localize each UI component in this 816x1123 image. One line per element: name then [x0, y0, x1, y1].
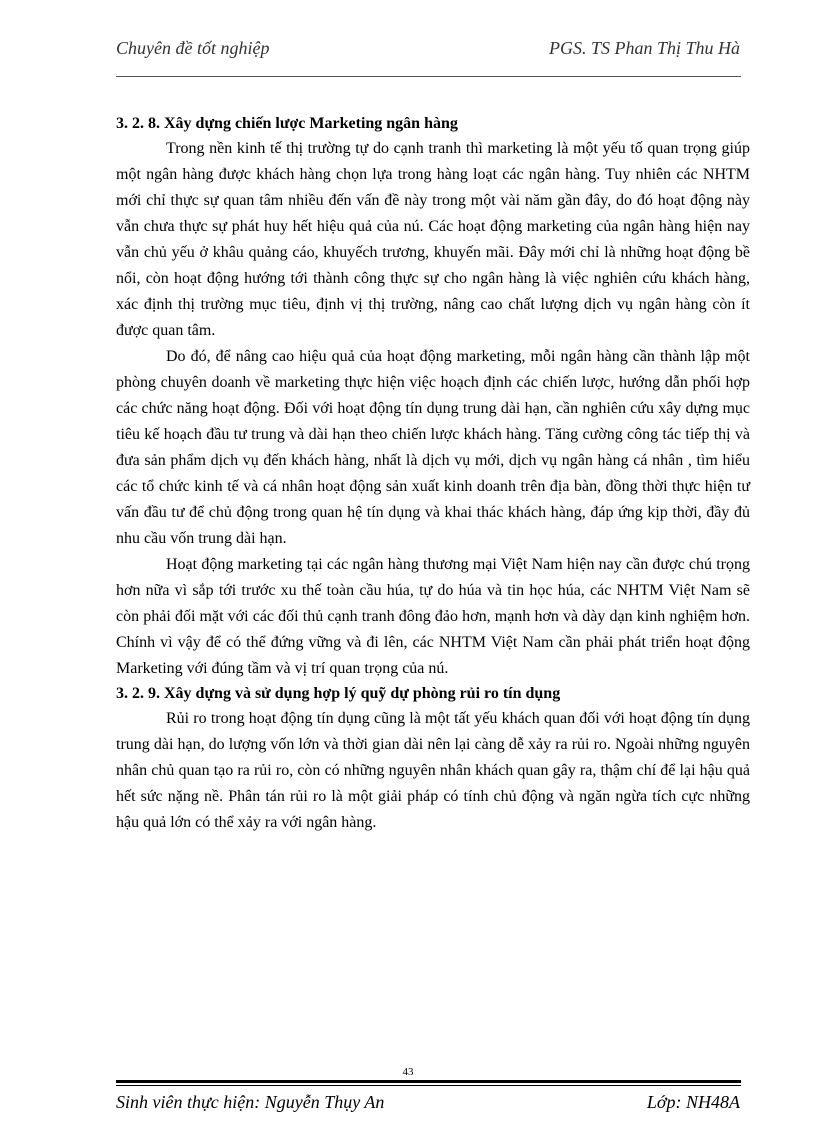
section-heading-3-2-9: 3. 2. 9. Xây dựng và sử dụng hợp lý quỹ dự phòng rủi ro tín dụng: [116, 685, 561, 702]
footer-divider-thin: [116, 1085, 741, 1086]
footer-class: Lớp: NH48A: [646, 1092, 740, 1112]
page-body: [116, 112, 750, 836]
page-footer: [116, 1092, 740, 1118]
paragraph: Trong nền kinh tế thị trường tự do cạnh tranh thì marketing là một yếu tố quan trọng giúp một ngân hàng được khách hàng chọn lựa trong hàng loạt các ngân hàng. Tuy nhiên các NHTM mới chỉ thực sự quan tâm nhiều đến vấn đề này trong một vài năm gần đây, do đó hoạt động này vẫn chưa thực sự phát huy hết hiệu quả của nú. Các hoạt động marketing của ngân hàng hiện nay vẫn chủ yếu ở khâu quảng cáo, khuyếch trương, khuyến mãi. Đây mới chỉ là những hoạt động bề nổi, còn hoạt động hướng tới thành công thực sự cho ngân hàng là việc nghiên cứu khách hàng, xác định thị trường mục tiêu, định vị thị trường, nâng cao chất lượng dịch vụ ngân hàng còn ít được quan tâm.: [116, 140, 750, 339]
paragraph: Do đó, để nâng cao hiệu quả của hoạt động marketing, mỗi ngân hàng cần thành lập một phòng chuyên doanh về marketing thực hiện việc hoạch định các chiến lược, hướng dẫn phối hợp các chức năng hoạt động. Đối với hoạt động tín dụng trung dài hạn, cần nghiên cứu xây dựng mục tiêu kế hoạch đầu tư trung và dài hạn theo chiến lược khách hàng. Tăng cường công tác tiếp thị và đưa sản phẩm dịch vụ đến khách hàng, nhất là dịch vụ mới, dịch vụ ngân hàng cá nhân , tìm hiểu các tổ chức kinh tế và cá nhân hoạt động sản xuất kinh doanh trên địa bàn, đồng thời thực hiện tư vấn đầu tư để chủ động trong quan hệ tín dụng và khai thác khách hàng, đáp ứng kịp thời, đầy đủ nhu cầu vốn trung dài hạn.: [116, 348, 750, 547]
section-heading-3-2-8: 3. 2. 8. Xây dựng chiến lược Marketing ngân hàng: [116, 115, 458, 132]
page-number: 43: [402, 1066, 414, 1078]
header-document-type: Chuyên đề tốt nghiệp: [116, 38, 270, 58]
page-header: [116, 38, 740, 64]
header-supervisor: PGS. TS Phan Thị Thu Hà: [548, 38, 740, 58]
footer-divider-thick: [116, 1080, 741, 1083]
footer-student: Sinh viên thực hiện: Nguyễn Thụy An: [116, 1092, 385, 1112]
paragraph: Hoạt động marketing tại các ngân hàng thương mại Việt Nam hiện nay cần được chú trọng hơn nữa vì sắp tới trước xu thế toàn cầu húa, tự do húa và tin học húa, các NHTM Việt Nam sẽ còn phải đối mặt với các đối thủ cạnh tranh đông đảo hơn, mạnh hơn và dày dạn kinh nghiệm hơn. Chính vì vậy để có thể đứng vững và đi lên, các NHTM Việt Nam cần phải phát triển hoạt động Marketing với đúng tầm và vị trí quan trọng của nú.: [116, 556, 750, 677]
header-divider: [116, 76, 741, 77]
paragraph: Rủi ro trong hoạt động tín dụng cũng là một tất yếu khách quan đối với hoạt động tín dụng trung dài hạn, do lượng vốn lớn và thời gian dài nên lại càng dễ xảy ra rủi ro. Ngoài những nguyên nhân chủ quan tạo ra rủi ro, còn có những nguyên nhân khách quan gây ra, thậm chí để lại hậu quả hết sức nặng nề. Phân tán rủi ro là một giải pháp có tính chủ động và ngăn ngừa tích cực những hậu quả lớn có thể xảy ra với ngân hàng.: [116, 710, 750, 831]
